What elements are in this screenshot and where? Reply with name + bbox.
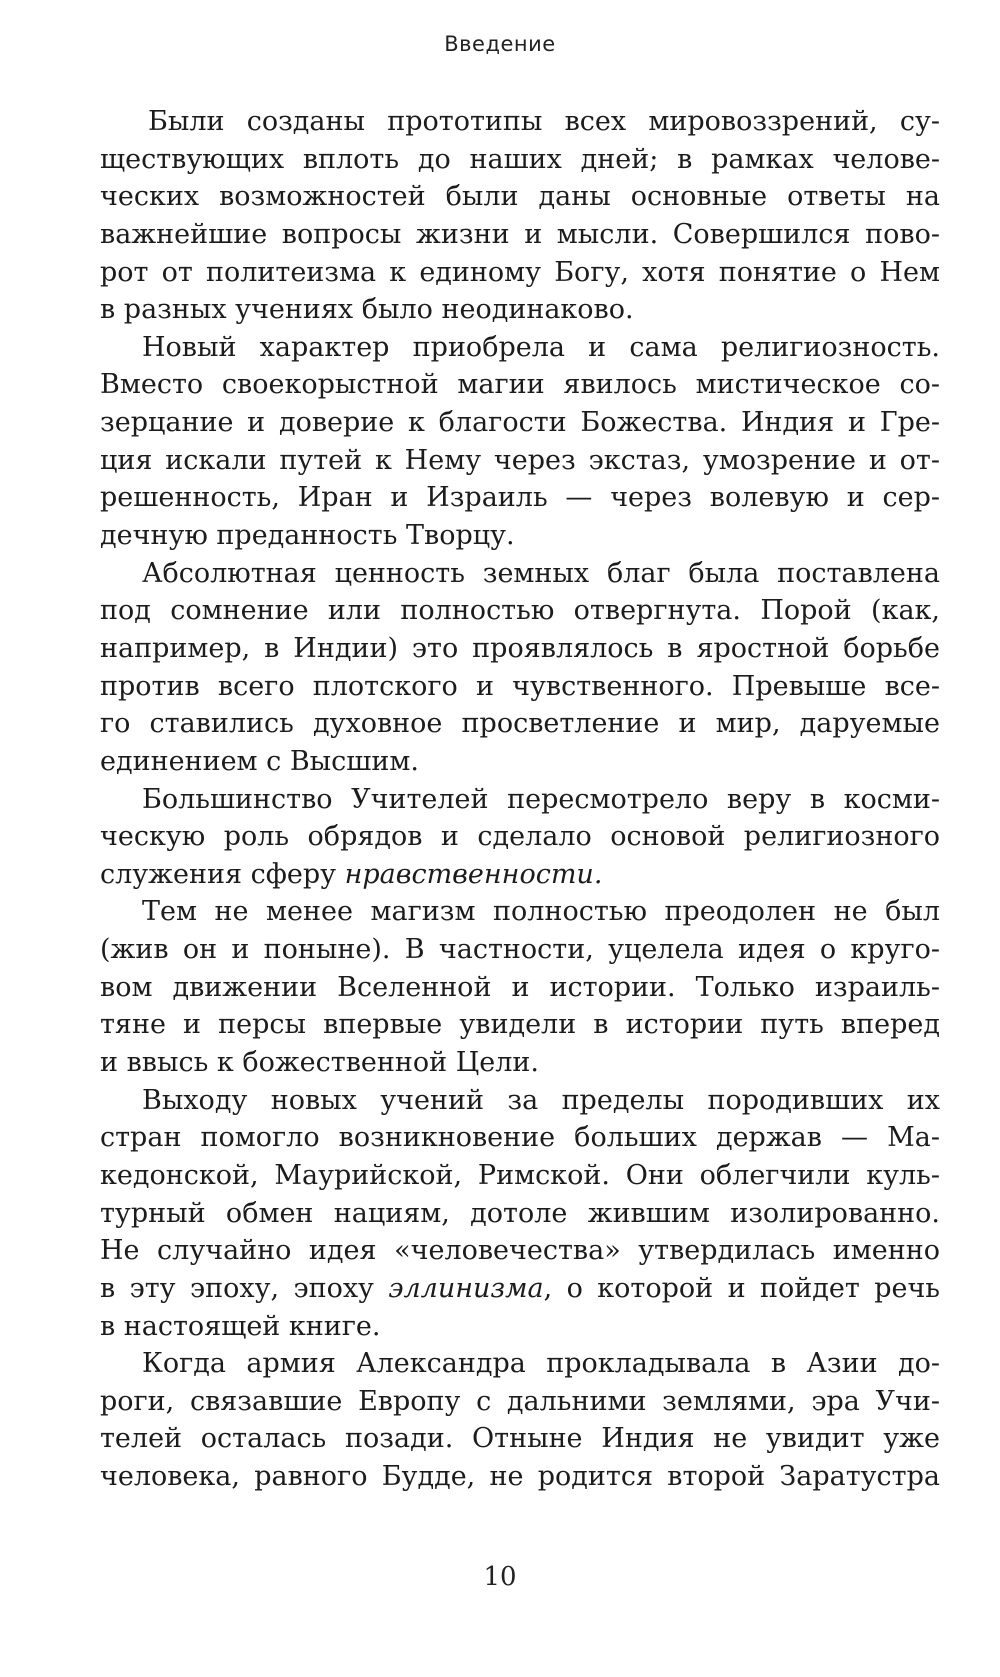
text-line [100,743,940,781]
text-line [100,1345,940,1383]
text-line [100,630,940,668]
text-line-content: Тем не менее магизм полностью преодолен не был [142,896,940,928]
text-line [100,1044,940,1082]
text-line [100,103,940,141]
text-line-content: ция искали путей к Нему через экстаз, умозрение и от- [100,444,940,476]
text-line [100,1308,940,1346]
text-line-content: под сомнение или полностью отвергнута. Порой (как, [100,595,940,627]
text-line-content: в настоящей книге. [100,1310,381,1342]
text-line [100,893,940,931]
text-line [100,216,940,254]
text-line-content: вом движении Вселенной и истории. Только израиль- [100,971,940,1003]
text-line-content: тяне и персы впервые увидели в истории путь вперед [100,1009,940,1041]
text-line [100,592,940,630]
text-line [100,517,940,555]
text-line [100,442,940,480]
text-line-content: человека, равного Будде, не родится второй Заратустра [100,1461,940,1493]
text-line [100,291,940,329]
text-line [100,555,940,593]
text-line-content: служения сферу [100,858,345,890]
text-line-content: (жив он и поныне). В частности, уцелела идея о круго- [100,934,940,966]
text-line-content: и ввысь к божественной Цели. [100,1047,539,1079]
text-line [100,705,940,743]
page-number: 10 [483,1562,517,1592]
text-line-content: Абсолютная ценность земных благ была поставлена [142,557,940,589]
text-line [100,254,940,292]
text-line [100,1195,940,1233]
text-line-tail: , о которой и пойдет речь [543,1272,941,1304]
text-line [100,404,940,442]
body-text [100,103,940,1496]
text-line-content: зерцание и доверие к благости Божества. Индия и Гре- [100,407,940,439]
text-line [100,1383,940,1421]
text-line-content: Не случайно идея «человечества» утвердилась именно [100,1235,940,1267]
text-line-content: например, в Индии) это проявлялось в яростной борьбе [100,632,940,664]
text-line [100,931,940,969]
text-line [100,856,940,894]
text-line-content: стран помогло возникновение больших держав — Ма- [100,1122,940,1154]
text-line [100,141,940,179]
text-line-content: ческую роль обрядов и сделало основой религиозного [100,821,940,853]
text-line-content: Когда армия Александра прокладывала в Азии до- [142,1348,940,1380]
text-line-content: Большинство Учителей пересмотрело веру в косми- [142,783,940,815]
text-line-content: дечную преданность Творцу. [100,520,515,552]
text-line-content: кедонской, Маурийской, Римской. Они облегчили куль- [100,1159,940,1191]
text-line-content: единением с Высшим. [100,745,419,777]
text-line [100,1119,940,1157]
text-line-content: в разных учениях было неодинаково. [100,294,634,326]
text-line [100,329,940,367]
text-line [100,969,940,1007]
text-line-content: роги, связавшие Европу с дальними землями, эра Учи- [100,1385,940,1417]
text-line [100,366,940,404]
text-line-content: Вместо своекорыстной магии явилось мистическое со- [100,369,940,401]
text-line-content: го ставились духовное просветление и мир, даруемые [100,708,940,740]
text-line-content: рот от политеизма к единому Богу, хотя понятие о Нем [100,256,940,288]
text-line [100,668,940,706]
text-line [100,1270,940,1308]
italic-emphasis: эллинизма [388,1272,544,1304]
text-line-content: Были созданы прототипы всех мировоззрений, су- [148,106,940,137]
text-line-content: в эту эпоху, эпоху [100,1272,389,1304]
text-line-content: телей осталась позади. Отныне Индия не увидит уже [100,1423,940,1455]
text-line-content: важнейшие вопросы жизни и мысли. Совершился пово- [100,218,940,250]
text-line-content: против всего плотского и чувственного. Превыше все- [100,670,940,702]
italic-emphasis: нравственности. [344,858,603,890]
text-line [100,1006,940,1044]
text-line [100,178,940,216]
text-line [100,1420,940,1458]
text-line [100,1082,940,1120]
text-line [100,1157,940,1195]
text-line [100,1458,940,1496]
text-line [100,1232,940,1270]
text-line [100,818,940,856]
text-line [100,479,940,517]
text-line-content: ческих возможностей были даны основные ответы на [100,181,940,213]
running-header: Введение [444,32,556,56]
text-line-content: Новый характер приобрела и сама религиозность. [142,331,940,363]
text-line-content: турный обмен нациям, дотоле жившим изолированно. [100,1197,940,1229]
text-line-content: ществующих вплоть до наших дней; в рамках челове- [100,143,940,175]
text-line [100,781,940,819]
text-line-content: решенность, Иран и Израиль — через волевую и сер- [100,482,940,514]
text-line-content: Выходу новых учений за пределы породивших их [142,1084,940,1116]
